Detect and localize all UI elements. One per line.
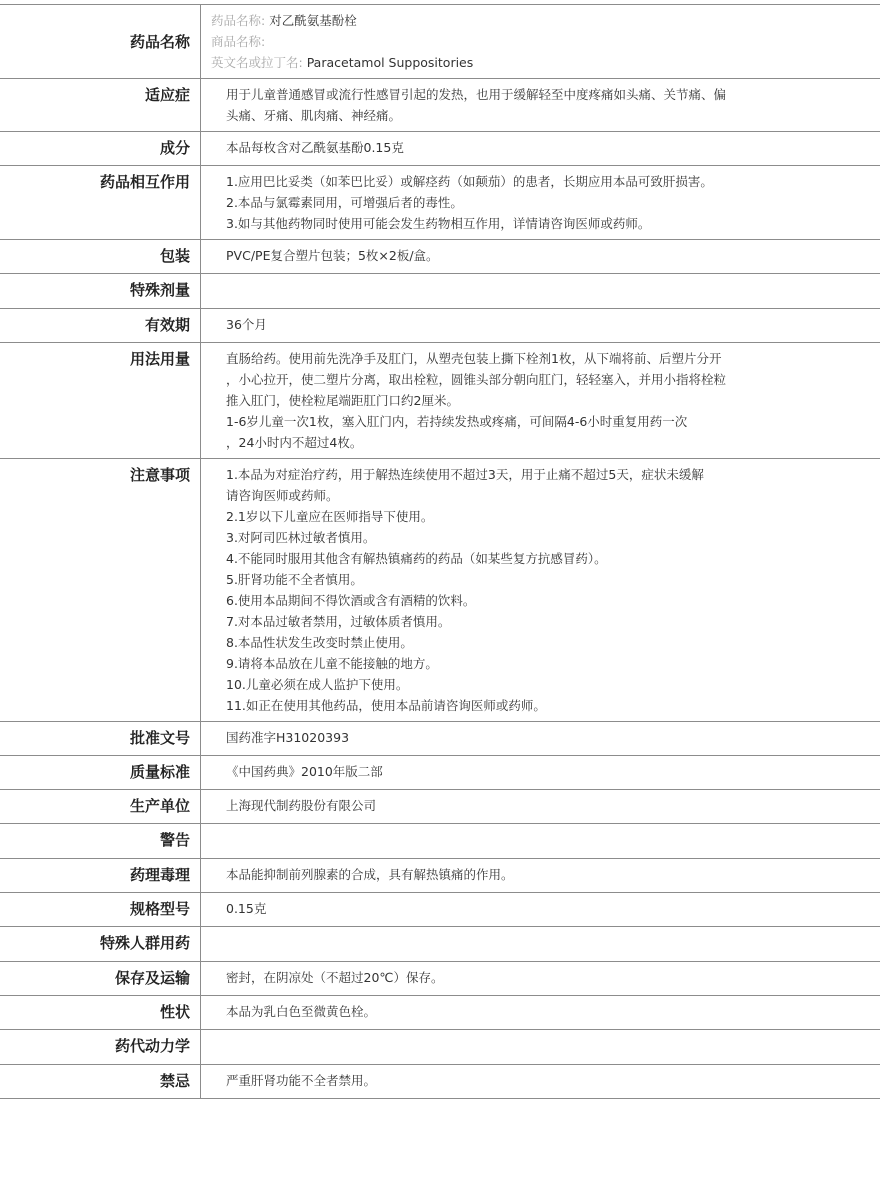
table-row bbox=[0, 343, 880, 459]
table-row bbox=[0, 240, 880, 274]
row-label: 适应症 bbox=[0, 79, 201, 132]
generic-name-line bbox=[211, 10, 868, 31]
row-value-line: 2.本品与氯霉素同用，可增强后者的毒性。 bbox=[226, 192, 868, 213]
row-value bbox=[201, 1030, 880, 1065]
row-value bbox=[201, 893, 880, 927]
generic-name-label: 药品名称: bbox=[211, 13, 265, 28]
row-value-line: 1.应用巴比妥类（如苯巴比妥）或解痉药（如颠茄）的患者，长期应用本品可致肝损害。 bbox=[226, 171, 868, 192]
row-label: 批准文号 bbox=[0, 722, 201, 756]
row-label: 禁忌 bbox=[0, 1065, 201, 1099]
row-value-line: 2.1岁以下儿童应在医师指导下使用。 bbox=[226, 506, 868, 527]
row-value bbox=[201, 274, 880, 309]
table-row bbox=[0, 927, 880, 962]
row-drug-name bbox=[0, 5, 880, 79]
row-label: 特殊人群用药 bbox=[0, 927, 201, 962]
table-row bbox=[0, 79, 880, 132]
table-row bbox=[0, 166, 880, 240]
row-value bbox=[201, 756, 880, 790]
table-row bbox=[0, 996, 880, 1030]
english-name-value: Paracetamol Suppositories bbox=[307, 55, 474, 70]
row-value-line: 请咨询医师或药师。 bbox=[226, 485, 868, 506]
table-row bbox=[0, 962, 880, 996]
row-value-line: 11.如正在使用其他药品，使用本品前请咨询医师或药师。 bbox=[226, 695, 868, 716]
row-value-line: PVC/PE复合塑片包装；5枚×2板/盒。 bbox=[226, 245, 868, 266]
row-label: 特殊剂量 bbox=[0, 274, 201, 309]
row-label: 生产单位 bbox=[0, 790, 201, 824]
row-value-line: 国药准字H31020393 bbox=[226, 727, 868, 748]
row-value bbox=[201, 859, 880, 893]
row-value-line: 1.本品为对症治疗药，用于解热连续使用不超过3天，用于止痛不超过5天，症状未缓解 bbox=[226, 464, 868, 485]
row-value-line: 7.对本品过敏者禁用，过敏体质者慎用。 bbox=[226, 611, 868, 632]
row-value-line: 10.儿童必须在成人监护下使用。 bbox=[226, 674, 868, 695]
table-row bbox=[0, 459, 880, 722]
row-label: 包装 bbox=[0, 240, 201, 274]
table-row bbox=[0, 722, 880, 756]
english-name-label: 英文名或拉丁名: bbox=[211, 55, 303, 70]
row-value-line: 8.本品性状发生改变时禁止使用。 bbox=[226, 632, 868, 653]
row-value-line: 密封，在阴凉处（不超过20℃）保存。 bbox=[226, 967, 868, 988]
row-value bbox=[201, 962, 880, 996]
row-value-line: 3.对阿司匹林过敏者慎用。 bbox=[226, 527, 868, 548]
row-value bbox=[201, 459, 880, 722]
row-value-line: 本品每枚含对乙酰氨基酚0.15克 bbox=[226, 137, 868, 158]
row-label: 有效期 bbox=[0, 309, 201, 343]
row-value bbox=[201, 166, 880, 240]
trade-name-line bbox=[211, 31, 868, 52]
row-value bbox=[201, 132, 880, 166]
row-value bbox=[201, 1065, 880, 1099]
row-value-line: 4.不能同时服用其他含有解热镇痛药的药品（如某些复方抗感冒药）。 bbox=[226, 548, 868, 569]
table-row bbox=[0, 790, 880, 824]
row-value-line: 头痛、牙痛、肌肉痛、神经痛。 bbox=[226, 105, 868, 126]
row-value-line: 直肠给药。使用前先洗净手及肛门，从塑壳包装上撕下栓剂1枚，从下端将前、后塑片分开 bbox=[226, 348, 868, 369]
row-label: 药代动力学 bbox=[0, 1030, 201, 1065]
table-row bbox=[0, 309, 880, 343]
row-label: 警告 bbox=[0, 824, 201, 859]
row-value-line: 0.15克 bbox=[226, 898, 868, 919]
table-row bbox=[0, 859, 880, 893]
row-value bbox=[201, 240, 880, 274]
table-row bbox=[0, 1065, 880, 1099]
row-value bbox=[201, 824, 880, 859]
drug-names-cell bbox=[201, 5, 880, 79]
row-value-line: 用于儿童普通感冒或流行性感冒引起的发热，也用于缓解轻至中度疼痛如头痛、关节痛、偏 bbox=[226, 84, 868, 105]
row-label: 成分 bbox=[0, 132, 201, 166]
row-value-line: ，小心拉开，使二塑片分离，取出栓粒，圆锥头部分朝向肛门，轻轻塞入，并用小指将栓粒 bbox=[226, 369, 868, 390]
row-value-line: 《中国药典》2010年版二部 bbox=[226, 761, 868, 782]
row-value bbox=[201, 309, 880, 343]
row-label: 药品名称 bbox=[0, 5, 201, 79]
row-value bbox=[201, 343, 880, 459]
row-label: 性状 bbox=[0, 996, 201, 1030]
row-label: 质量标准 bbox=[0, 756, 201, 790]
row-label: 保存及运输 bbox=[0, 962, 201, 996]
row-value bbox=[201, 790, 880, 824]
row-value-line: ，24小时内不超过4枚。 bbox=[226, 432, 868, 453]
table-row bbox=[0, 274, 880, 309]
row-value-line: 9.请将本品放在儿童不能接触的地方。 bbox=[226, 653, 868, 674]
row-value bbox=[201, 996, 880, 1030]
row-value-line: 推入肛门，使栓粒尾端距肛门口约2厘米。 bbox=[226, 390, 868, 411]
row-label: 药理毒理 bbox=[0, 859, 201, 893]
row-value-line: 3.如与其他药物同时使用可能会发生药物相互作用，详情请咨询医师或药师。 bbox=[226, 213, 868, 234]
trade-name-label: 商品名称: bbox=[211, 34, 265, 49]
table-row bbox=[0, 1030, 880, 1065]
row-label: 注意事项 bbox=[0, 459, 201, 722]
row-value-line: 1-6岁儿童一次1枚，塞入肛门内，若持续发热或疼痛，可间隔4-6小时重复用药一次 bbox=[226, 411, 868, 432]
row-value-line: 5.肝肾功能不全者慎用。 bbox=[226, 569, 868, 590]
row-label: 规格型号 bbox=[0, 893, 201, 927]
row-value bbox=[201, 722, 880, 756]
row-value bbox=[201, 79, 880, 132]
row-value-line: 上海现代制药股份有限公司 bbox=[226, 795, 868, 816]
drug-info-table-body bbox=[0, 5, 880, 1099]
table-row bbox=[0, 756, 880, 790]
generic-name-value: 对乙酰氨基酚栓 bbox=[269, 13, 357, 28]
table-row bbox=[0, 824, 880, 859]
row-value bbox=[201, 927, 880, 962]
english-name-line bbox=[211, 52, 868, 73]
row-value-line: 本品能抑制前列腺素的合成，具有解热镇痛的作用。 bbox=[226, 864, 868, 885]
row-label: 用法用量 bbox=[0, 343, 201, 459]
row-value-line: 严重肝肾功能不全者禁用。 bbox=[226, 1070, 868, 1091]
row-value-line: 本品为乳白色至微黄色栓。 bbox=[226, 1001, 868, 1022]
row-label: 药品相互作用 bbox=[0, 166, 201, 240]
drug-info-table bbox=[0, 4, 880, 1099]
table-row bbox=[0, 893, 880, 927]
table-row bbox=[0, 132, 880, 166]
row-value-line: 6.使用本品期间不得饮酒或含有酒精的饮料。 bbox=[226, 590, 868, 611]
row-value-line: 36个月 bbox=[226, 314, 868, 335]
